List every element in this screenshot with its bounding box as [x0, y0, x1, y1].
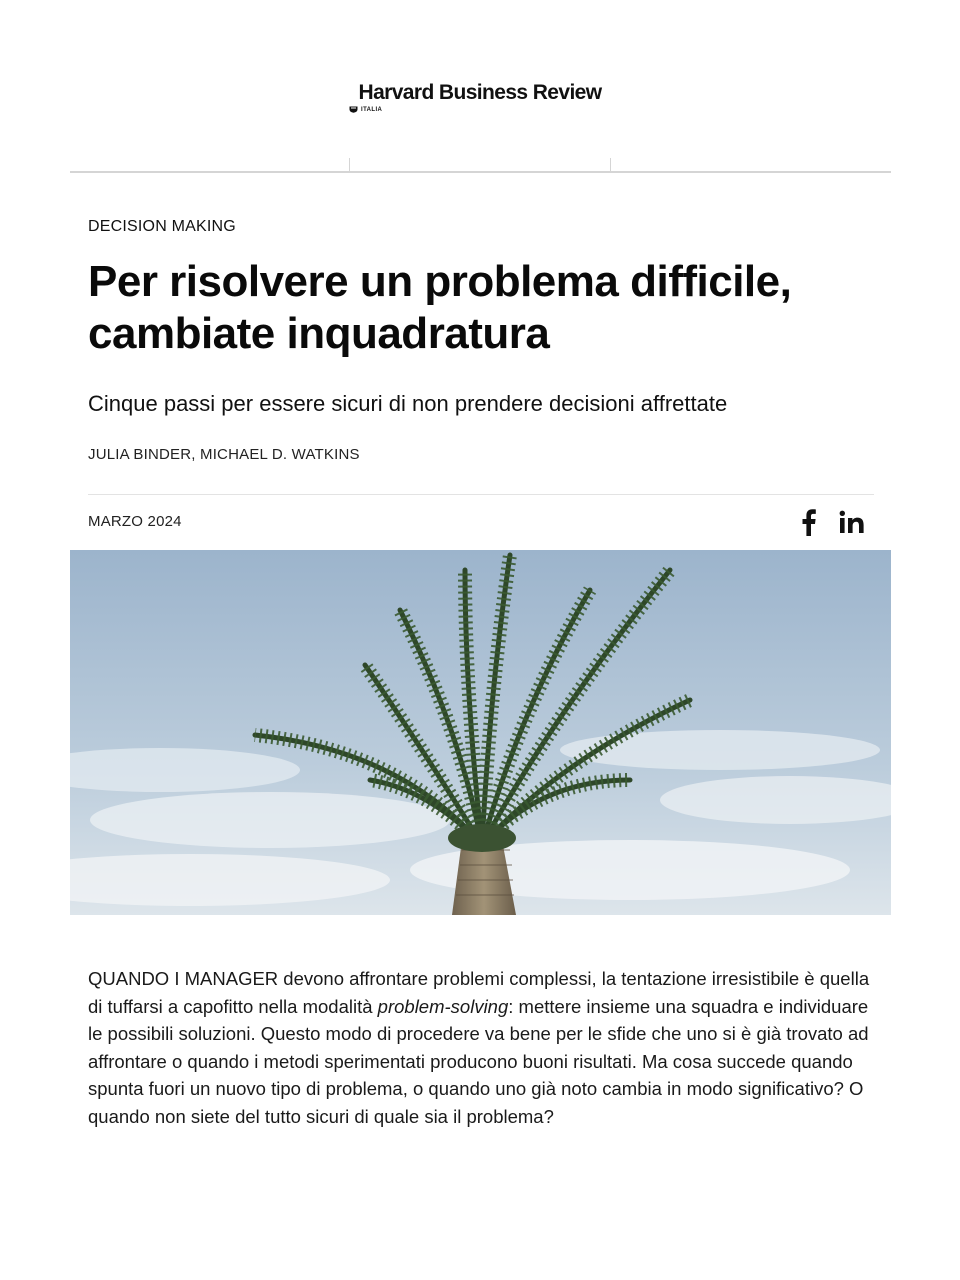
article-body-paragraph	[88, 965, 878, 1130]
crest-icon	[349, 106, 358, 113]
nav-divider	[349, 158, 350, 171]
hbr-logo[interactable]: Harvard Business Review	[358, 81, 602, 104]
nav-divider	[610, 158, 611, 171]
body-rest: : mettere insieme una squadra e individuare le possibili soluzioni. Questo modo di procedere va bene per le sfide che uno si è già trovato ad affrontare o quando i metodi sperimentati producono buoni risultati. Ma cosa succede quando spunta fuori un nuovo tipo di problema, o quando uno già noto cambia in modo significativo? O quando non siete del tutto sicuri di quale sia il problema?	[88, 995, 869, 1127]
publication-date: MARZO 2024	[88, 513, 182, 530]
article-title	[88, 256, 888, 360]
title-line-1: Per risolvere un problema difficile,	[88, 257, 792, 306]
palm-tree-photo	[70, 550, 891, 915]
masthead	[0, 80, 960, 113]
article-authors: JULIA BINDER, MICHAEL D. WATKINS	[88, 446, 360, 463]
logo-subtitle	[349, 106, 382, 113]
title-line-2: cambiate inquadratura	[88, 309, 550, 358]
linkedin-icon[interactable]	[839, 510, 865, 534]
body-emphasis: problem-solving	[377, 995, 509, 1017]
category-label[interactable]: DECISION MAKING	[88, 218, 236, 235]
article-subtitle: Cinque passi per essere sicuri di non prendere decisioni affrettate	[88, 391, 728, 416]
facebook-icon[interactable]	[798, 508, 818, 536]
body-lead: QUANDO I MANAGER devono affrontare problemi complessi, la tentazione irresistibile è quella di tuffarsi a capofitto nella modalità	[88, 968, 870, 1017]
meta-divider	[88, 494, 874, 495]
hero-image	[70, 550, 891, 915]
nav-rule	[70, 171, 891, 173]
logo-sub-text: ITALIA	[361, 106, 383, 113]
